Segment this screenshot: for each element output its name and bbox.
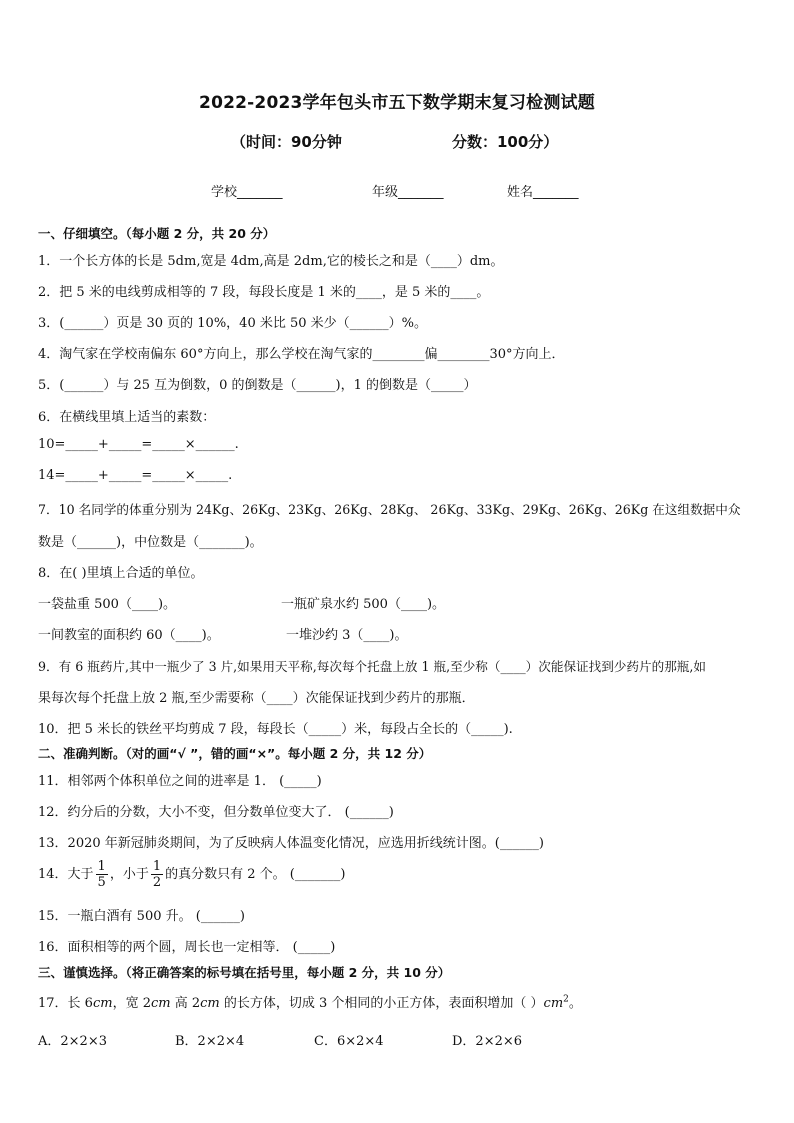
option-c: C．6×2×4	[314, 1034, 384, 1049]
question-13: 13．2020 年新冠肺炎期间，为了反映病人体温变化情况，应选用折线统计图。(______)	[38, 836, 544, 851]
time-label: （时间：90分钟	[231, 133, 342, 151]
question-17: 17．长 6cm，宽 2cm 高 2cm 的长方体，切成 3 个相同的小正方体，表面积增加（ ）$cm^2$。	[38, 994, 582, 1011]
option-b: B．2×2×4	[175, 1034, 245, 1049]
section-heading-judgement: 二、准确判断。（对的画“√ ”，错的画“×”。每小题 2 分，共 12 分）	[38, 746, 432, 761]
name-field: 姓名_______	[507, 185, 579, 200]
question-7-line-b: 数是（______)，中位数是（_______)。	[38, 535, 263, 550]
question-7-line-a: 7．10 名同学的体重分别为 24Kg、26Kg、23Kg、26Kg、28Kg、 26Kg、33Kg、29Kg、26Kg、26Kg 在这组数据中众	[38, 502, 741, 517]
question-8: 8．在( )里填上合适的单位。	[38, 566, 204, 581]
question-16: 16．面积相等的两个圆，周长也一定相等． (_____)	[38, 940, 336, 955]
section-heading-choice: 三、谨慎选择。（将正确答案的标号填在括号里，每小题 2 分，共 10 分）	[38, 965, 451, 980]
fraction-one-half: $\frac{1}{2}$	[152, 859, 162, 890]
section-heading-fill-blank: 一、仔细填空。（每小题 2 分，共 20 分）	[38, 226, 276, 241]
question-8-sand: 一堆沙约 3（____)。	[286, 628, 408, 643]
question-14-middle: ，小于	[109, 867, 149, 882]
page-title: 2022-2023学年包头市五下数学期末复习检测试题	[199, 93, 595, 113]
option-a: A．2×2×3	[38, 1034, 107, 1049]
question-11: 11．相邻两个体积单位之间的进率是 1． (_____)	[38, 774, 322, 789]
question-1: 1．一个长方体的长是 5dm,宽是 4dm,高是 2dm,它的棱长之和是（____）dm。	[38, 254, 504, 269]
score-label: 分数：100分）	[452, 133, 559, 151]
question-9-line-a: 9．有 6 瓶药片,其中一瓶少了 3 片,如果用天平称,每次每个托盘上放 1 瓶,至少称（____）次能保证找到少药片的那瓶,如	[38, 659, 706, 674]
question-4: 4．淘气家在学校南偏东 60°方向上，那么学校在淘气家的________偏________30°方向上．	[38, 347, 565, 362]
question-15: 15．一瓶白酒有 500 升。 (______)	[38, 909, 245, 924]
question-6-line-b: 14=_____+_____=_____×_____.	[38, 468, 233, 483]
question-14-prefix: 14．大于	[38, 867, 94, 882]
question-12: 12．约分后的分数，大小不变，但分数单位变大了． (______)	[38, 805, 394, 820]
fraction-one-fifth: $\frac{1}{5}$	[97, 859, 106, 890]
question-9-line-b: 果每次每个托盘上放 2 瓶,至少需要称（____）次能保证找到少药片的那瓶．	[38, 691, 475, 706]
question-8-classroom: 一间教室的面积约 60（____)。	[38, 628, 220, 643]
option-d: D．2×2×6	[452, 1034, 523, 1049]
question-6: 6．在横线里填上适当的素数：	[38, 410, 216, 425]
question-14	[38, 859, 345, 890]
question-8-salt: 一袋盐重 500（____)。	[38, 597, 177, 612]
question-3: 3．(______）页是 30 页的 10%，40 米比 50 米少（______）%。	[38, 316, 428, 331]
question-2: 2．把 5 米的电线剪成相等的 7 段，每段长度是 1 米的____，是 5 米的____。	[38, 285, 490, 300]
question-6-line-a: 10=_____+_____=_____×______.	[38, 437, 239, 452]
grade-field: 年级_______	[372, 185, 444, 200]
question-14-suffix: 的真分数只有 2 个。 (_______)	[165, 867, 346, 882]
question-8-water: 一瓶矿泉水约 500（____)。	[281, 597, 446, 612]
question-5: 5．(______）与 25 互为倒数，0 的倒数是（______)，1 的倒数是（_____）	[38, 378, 477, 393]
question-10: 10．把 5 米长的铁丝平均剪成 7 段，每段长（_____）米，每段占全长的（_____).	[38, 722, 513, 737]
school-field: 学校_______	[211, 185, 283, 200]
